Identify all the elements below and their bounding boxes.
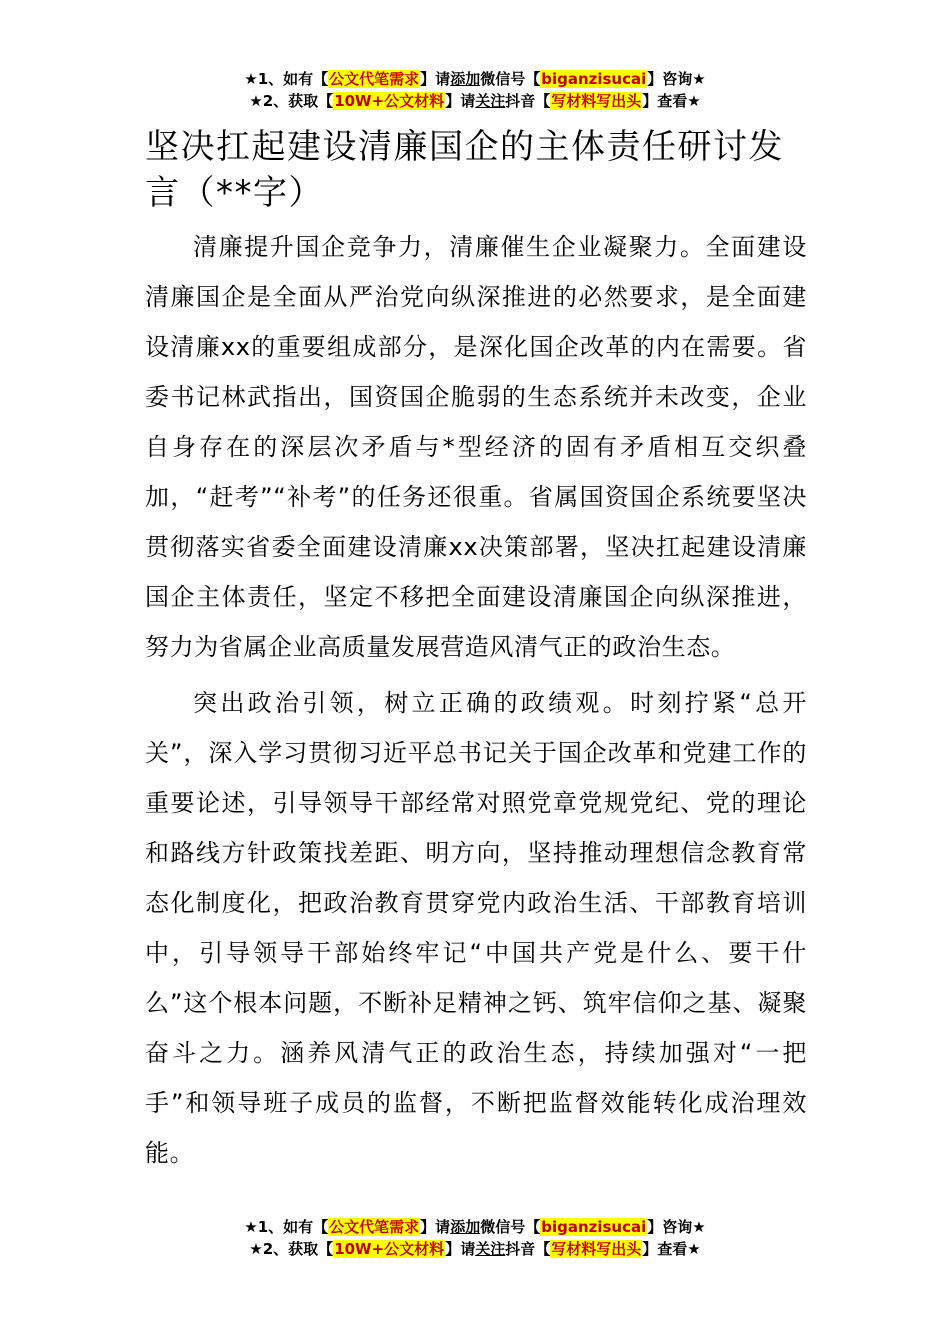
highlight-service: 公文代笔需求 bbox=[329, 70, 420, 88]
star-icon: ★ bbox=[244, 1218, 258, 1236]
document-body bbox=[145, 124, 807, 1178]
banner-text: 】查看★ bbox=[642, 92, 701, 110]
highlight-materials: 10W+公文材料 bbox=[334, 92, 445, 110]
banner-text: 2、获取【 bbox=[262, 92, 334, 110]
banner-text: 】请 bbox=[445, 92, 476, 110]
banner-text: 抖音【 bbox=[505, 1240, 551, 1258]
highlight-douyin-id: 写材料写出头 bbox=[551, 92, 642, 110]
banner-text-underlined: 添加 bbox=[450, 1218, 481, 1236]
highlight-materials: 10W+公文材料 bbox=[334, 1240, 445, 1258]
banner-text: 】查看★ bbox=[642, 1240, 701, 1258]
banner-text-underlined: 添加 bbox=[450, 70, 481, 88]
banner-line-2 bbox=[0, 90, 950, 112]
bottom-banner bbox=[0, 1216, 950, 1260]
paragraph-2: 突出政治引领，树立正确的政绩观。时刻拧紧“总开关”，深入学习贯彻习近平总书记关于国企改革和党建工作的重要论述，引导领导干部经常对照党章党规党纪、党的理论和路线方针政策找差距、明方向，坚持推动理想信念教育常态化制度化，把政治教育贯穿党内政治生活、干部教育培训中，引导领导干部始终牢记“中国共产党是什么、要干什么”这个根本问题，不断补足精神之钙、筑牢信仰之基、凝聚奋斗之力。涵养风清气正的政治生态，持续加强对“一把手”和领导班子成员的监督，不断把监督效能转化成治理效能。 bbox=[145, 689, 807, 1167]
top-banner bbox=[0, 68, 950, 112]
banner-text: 】请 bbox=[445, 1240, 476, 1258]
star-icon: ★ bbox=[249, 92, 263, 110]
banner-text: 微信号【 bbox=[480, 1218, 541, 1236]
highlight-service: 公文代笔需求 bbox=[329, 1218, 420, 1236]
banner-text: 】咨询★ bbox=[647, 1218, 706, 1236]
banner-text: 2、获取【 bbox=[262, 1240, 334, 1258]
highlight-wechat-id: biganzisucai bbox=[541, 1218, 647, 1236]
banner-text-underlined: 关注 bbox=[475, 1240, 506, 1258]
banner-text: 】咨询★ bbox=[647, 70, 706, 88]
banner-text: 】请 bbox=[420, 70, 451, 88]
banner-text: 1、如有【 bbox=[257, 1218, 329, 1236]
banner-text: 】请 bbox=[420, 1218, 451, 1236]
banner-line-1 bbox=[0, 68, 950, 90]
banner-text: 微信号【 bbox=[480, 70, 541, 88]
paragraph-1: 清廉提升国企竞争力，清廉催生企业凝聚力。全面建设清廉国企是全面从严治党向纵深推进的必然要求，是全面建设清廉xx的重要组成部分，是深化国企改革的内在需要。省委书记林武指出，国资国企脆弱的生态系统并未改变，企业自身存在的深层次矛盾与*型经济的固有矛盾相互交织叠加，“赶考”“补考”的任务还很重。省属国资国企系统要坚决贯彻落实省委全面建设清廉xx决策部署，坚决扛起建设清廉国企主体责任，坚定不移把全面建设清廉国企向纵深推进，努力为省属企业高质量发展营造风清气正的政治生态。 bbox=[145, 233, 807, 661]
banner-line-2 bbox=[0, 1238, 950, 1260]
banner-text-underlined: 关注 bbox=[475, 92, 506, 110]
banner-text: 抖音【 bbox=[505, 92, 551, 110]
banner-text: 1、如有【 bbox=[257, 70, 329, 88]
star-icon: ★ bbox=[244, 70, 258, 88]
highlight-wechat-id: biganzisucai bbox=[541, 70, 647, 88]
star-icon: ★ bbox=[249, 1240, 263, 1258]
document-title: 坚决扛起建设清廉国企的主体责任研讨发言（**字） bbox=[145, 127, 784, 213]
banner-line-1 bbox=[0, 1216, 950, 1238]
highlight-douyin-id: 写材料写出头 bbox=[551, 1240, 642, 1258]
